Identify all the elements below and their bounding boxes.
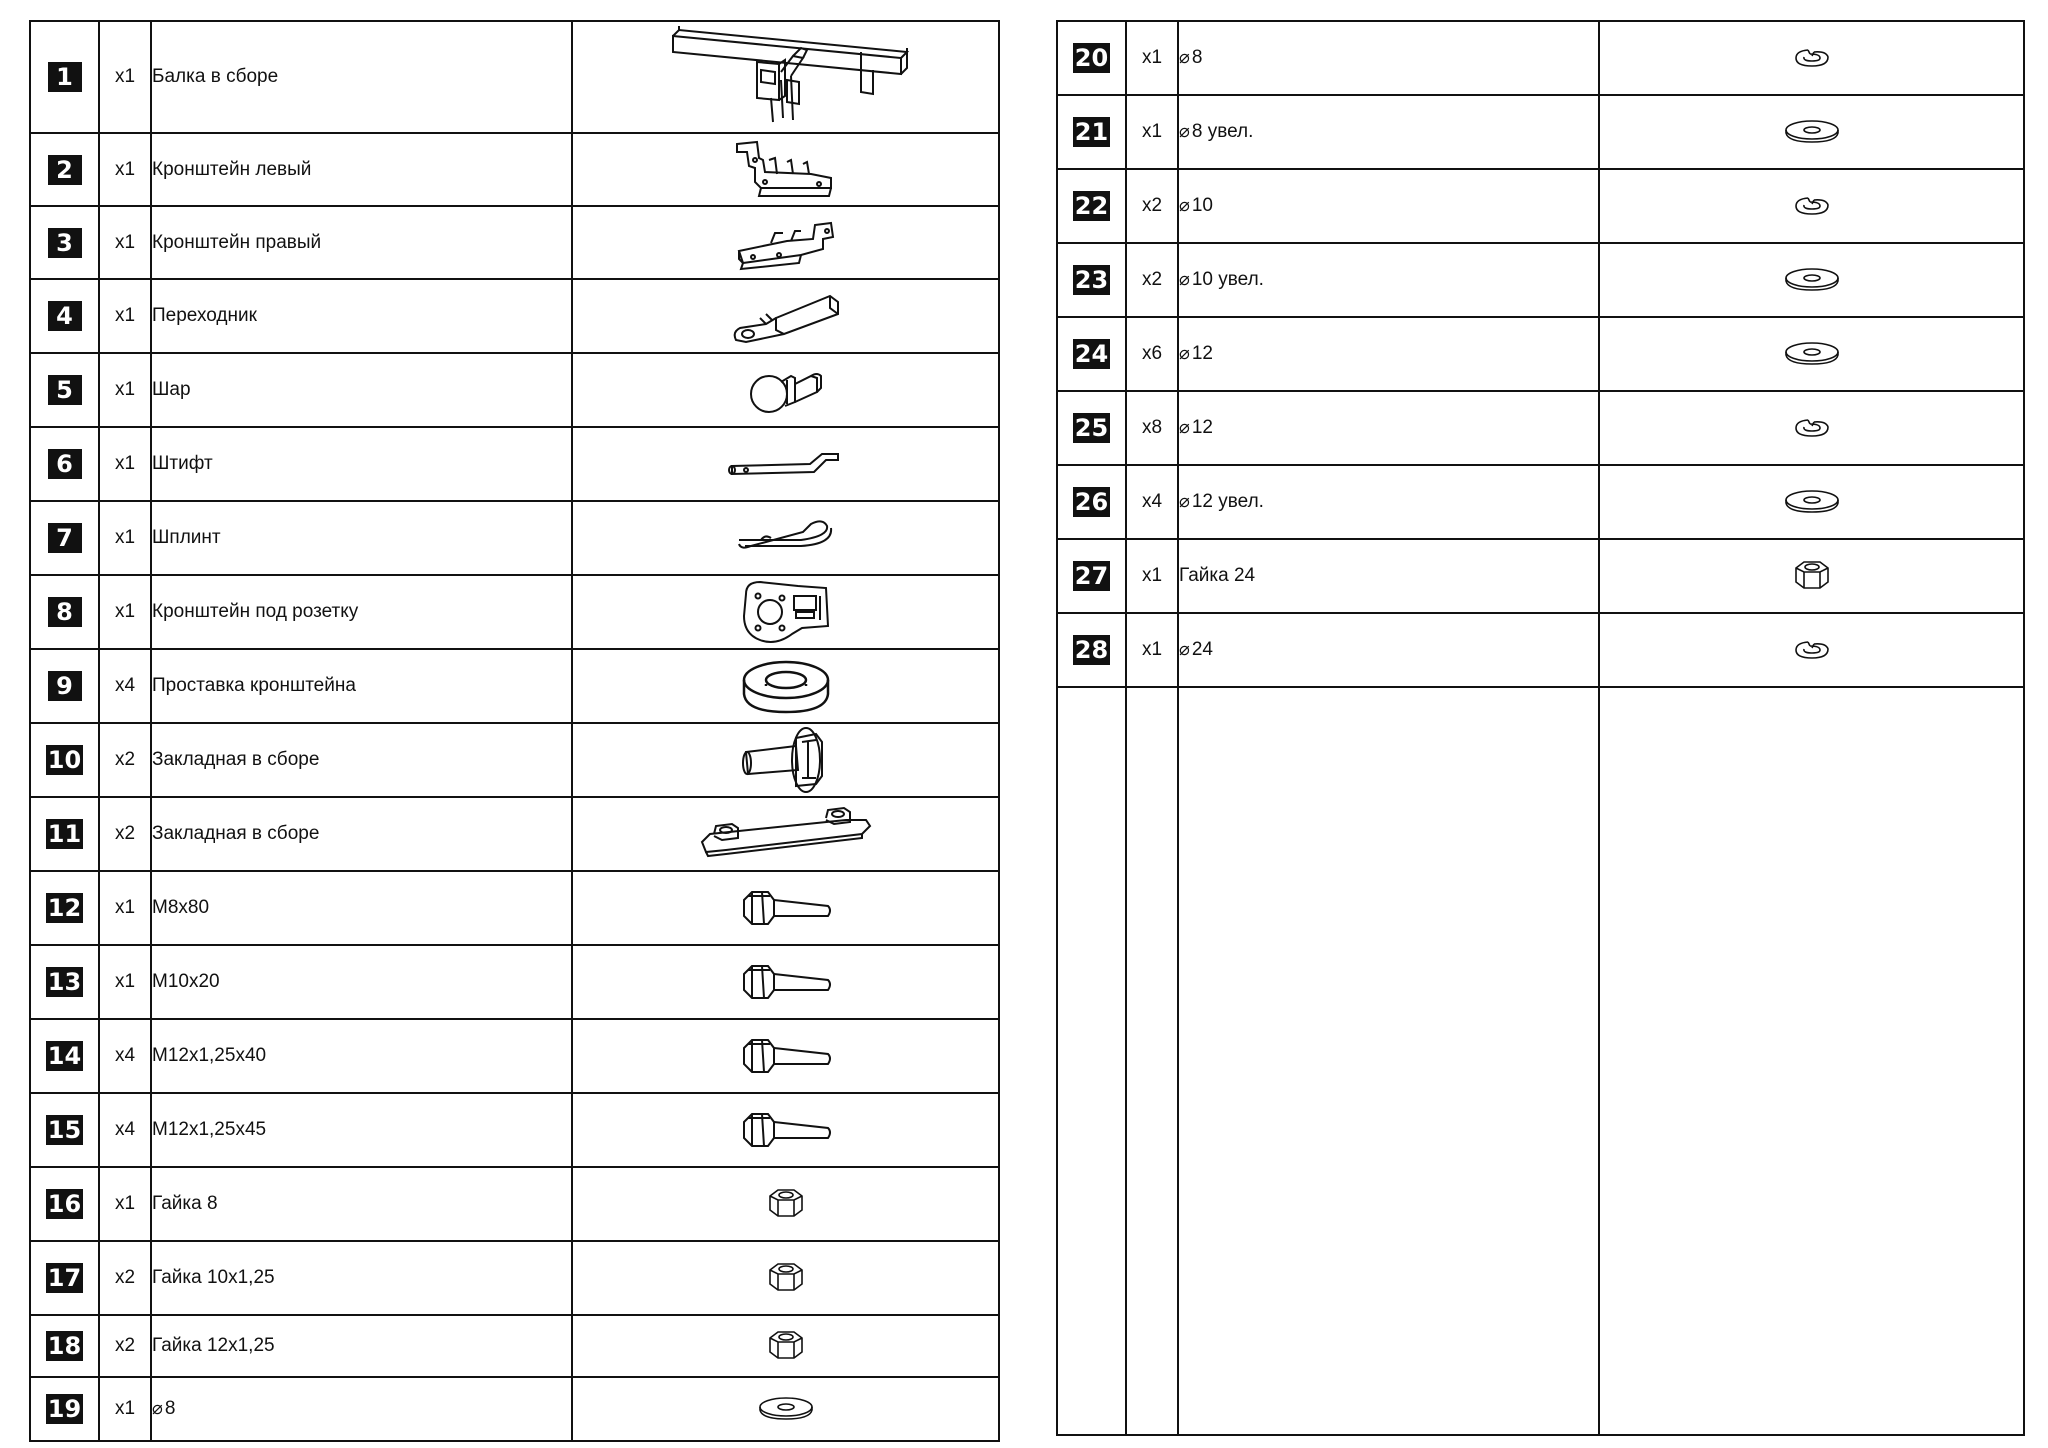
diameter-symbol: ⌀ [1179, 417, 1190, 437]
part-number-cell [1057, 317, 1126, 391]
part-number-cell [1057, 169, 1126, 243]
part-quantity: x2 [99, 1241, 151, 1315]
part-number-cell [30, 1315, 99, 1377]
parts-table-row [30, 797, 999, 871]
part-number-badge: 21 [1074, 118, 1109, 146]
part-number-cell [1057, 391, 1126, 465]
part-quantity: x1 [99, 945, 151, 1019]
socket-bracket-icon [736, 576, 836, 648]
part-number-badge: 10 [47, 746, 82, 774]
part-name: Штифт [152, 453, 213, 474]
right-bracket-icon [731, 215, 841, 271]
part-quantity: x1 [99, 21, 151, 133]
part-number-badge: 18 [47, 1332, 82, 1360]
part-name: 12 увел. [1191, 491, 1264, 512]
diameter-symbol: ⌀ [1179, 121, 1190, 141]
part-number-badge: 22 [1074, 192, 1109, 220]
part-quantity: x1 [99, 501, 151, 575]
part-number-cell [1057, 465, 1126, 539]
part-illustration-cell [572, 1377, 999, 1441]
parts-table-row [30, 501, 999, 575]
embedded-plate-icon [696, 806, 876, 862]
part-number-badge: 12 [47, 894, 82, 922]
part-illustration-cell [572, 1241, 999, 1315]
part-number-cell [30, 1377, 99, 1441]
part-name: Гайка 10x1,25 [152, 1267, 275, 1288]
part-name: M12x1,25x45 [152, 1119, 267, 1140]
part-name-cell [151, 1315, 572, 1377]
parts-table-row [30, 649, 999, 723]
part-quantity: x2 [99, 797, 151, 871]
parts-table-row [30, 1093, 999, 1167]
part-name: 8 [164, 1398, 176, 1419]
nut-icon [764, 1186, 808, 1222]
flat-washer-icon [756, 1395, 816, 1423]
part-name: Кронштейн правый [152, 231, 322, 253]
part-number-badge: 5 [48, 375, 82, 405]
part-number-badge: 7 [48, 523, 82, 553]
parts-table-row [1057, 317, 2024, 391]
part-number-cell [30, 133, 99, 206]
tow-ball-icon [741, 358, 831, 422]
part-name-cell [1178, 317, 1599, 391]
embedded-bolt-icon [736, 724, 836, 796]
diameter-symbol: ⌀ [1179, 47, 1190, 67]
part-illustration-cell [572, 427, 999, 501]
parts-table-row [1057, 243, 2024, 317]
part-name: Переходник [152, 305, 257, 326]
part-number-cell [30, 353, 99, 427]
bolt-icon [736, 1108, 836, 1152]
part-illustration-cell [572, 206, 999, 279]
part-name-cell [151, 797, 572, 871]
bolt-icon [736, 886, 836, 930]
parts-table-row [30, 871, 999, 945]
part-quantity: x1 [99, 133, 151, 206]
part-quantity: x1 [99, 279, 151, 353]
parts-table-row [1057, 539, 2024, 613]
bolt-icon [736, 1034, 836, 1078]
part-quantity: x1 [1126, 21, 1178, 95]
part-name: M8x80 [152, 897, 210, 918]
flat-washer-icon [1782, 266, 1842, 294]
part-number-cell [1057, 95, 1126, 169]
part-illustration-cell [572, 353, 999, 427]
parts-table-row [30, 21, 999, 133]
parts-table-row [1057, 169, 2024, 243]
part-name-cell [1178, 21, 1599, 95]
part-illustration-cell [572, 945, 999, 1019]
empty-cell [1599, 687, 2024, 1435]
part-name-cell [151, 575, 572, 649]
diameter-symbol: ⌀ [1179, 491, 1190, 511]
part-quantity: x1 [1126, 539, 1178, 613]
part-illustration-cell [572, 501, 999, 575]
empty-table-row [1057, 687, 2024, 1435]
part-number-badge: 17 [47, 1264, 82, 1292]
part-name-cell [151, 871, 572, 945]
part-illustration-cell [1599, 613, 2024, 687]
part-illustration-cell [572, 1019, 999, 1093]
part-number-badge: 19 [47, 1395, 82, 1423]
part-name: 12 [1191, 343, 1213, 364]
part-name-cell [1178, 169, 1599, 243]
part-name-cell [1178, 391, 1599, 465]
part-illustration-cell [1599, 317, 2024, 391]
part-name: M12x1,25x40 [152, 1045, 267, 1066]
part-quantity: x8 [1126, 391, 1178, 465]
part-number-badge: 2 [48, 155, 82, 185]
part-number-cell [30, 1241, 99, 1315]
part-number-cell [1057, 613, 1126, 687]
part-quantity: x4 [1126, 465, 1178, 539]
part-quantity: x4 [99, 1019, 151, 1093]
empty-cell [1178, 687, 1599, 1435]
part-name-cell [151, 133, 572, 206]
part-quantity: x1 [99, 1167, 151, 1241]
parts-table-row [1057, 21, 2024, 95]
part-number-cell [30, 206, 99, 279]
pin-icon [726, 444, 846, 484]
part-name: Закладная в сборе [152, 749, 320, 770]
part-number-badge: 14 [47, 1042, 82, 1070]
part-name-cell [151, 427, 572, 501]
left-bracket-icon [731, 138, 841, 202]
spring-washer-icon [1790, 192, 1834, 220]
parts-table-row [30, 1377, 999, 1441]
part-name-cell [151, 353, 572, 427]
part-number-badge: 11 [47, 820, 82, 848]
part-number-cell [1057, 243, 1126, 317]
parts-table-row [1057, 613, 2024, 687]
flat-washer-icon [1782, 340, 1842, 368]
part-number-cell [30, 797, 99, 871]
part-quantity: x2 [1126, 169, 1178, 243]
part-name: 12 [1191, 417, 1213, 438]
part-illustration-cell [572, 133, 999, 206]
part-number-cell [30, 427, 99, 501]
nut-icon [764, 1260, 808, 1296]
parts-table-row [30, 1019, 999, 1093]
part-number-cell [30, 279, 99, 353]
tow-beam-icon [661, 22, 911, 132]
part-name-cell [151, 206, 572, 279]
diameter-symbol: ⌀ [1179, 195, 1190, 215]
part-number-badge: 3 [48, 228, 82, 258]
flat-washer-icon [1782, 488, 1842, 516]
part-number-cell [1057, 539, 1126, 613]
part-illustration-cell [572, 1315, 999, 1377]
part-illustration-cell [572, 1167, 999, 1241]
parts-table-row [30, 427, 999, 501]
part-name-cell [151, 1241, 572, 1315]
part-illustration-cell [1599, 95, 2024, 169]
parts-table-row [30, 279, 999, 353]
diameter-symbol: ⌀ [1179, 343, 1190, 363]
part-illustration-cell [1599, 391, 2024, 465]
part-number-badge: 16 [47, 1190, 82, 1218]
part-illustration-cell [1599, 169, 2024, 243]
part-number-badge: 27 [1074, 562, 1109, 590]
part-illustration-cell [1599, 243, 2024, 317]
part-number-badge: 4 [48, 301, 82, 331]
part-name-cell [151, 279, 572, 353]
part-number-badge: 13 [47, 968, 82, 996]
part-quantity: x1 [99, 206, 151, 279]
part-name: Гайка 24 [1179, 565, 1256, 586]
spring-washer-icon [1790, 414, 1834, 442]
part-name-cell [1178, 539, 1599, 613]
part-number-badge: 24 [1074, 340, 1109, 368]
part-number-badge: 8 [48, 597, 82, 627]
part-name-cell [1178, 465, 1599, 539]
part-name-cell [1178, 243, 1599, 317]
part-number-cell [30, 723, 99, 797]
part-number-cell [30, 871, 99, 945]
part-name-cell [151, 1167, 572, 1241]
cotter-pin-icon [731, 516, 841, 560]
part-number-badge: 15 [47, 1116, 82, 1144]
part-number-badge: 26 [1074, 488, 1109, 516]
parts-table-row [30, 353, 999, 427]
part-name-cell [151, 1093, 572, 1167]
parts-table-row [1057, 391, 2024, 465]
part-number-cell [1057, 21, 1126, 95]
parts-table-row [1057, 95, 2024, 169]
part-name-cell [151, 1377, 572, 1441]
parts-table-row [30, 133, 999, 206]
part-quantity: x1 [99, 353, 151, 427]
part-name: Кронштейн под розетку [152, 601, 359, 622]
parts-table-row [30, 1167, 999, 1241]
part-name: Шплинт [152, 527, 221, 548]
part-illustration-cell [572, 575, 999, 649]
part-name-cell [151, 945, 572, 1019]
part-illustration-cell [572, 649, 999, 723]
part-name: Шар [152, 379, 191, 400]
part-quantity: x6 [1126, 317, 1178, 391]
parts-table-row [30, 723, 999, 797]
part-quantity: x2 [99, 723, 151, 797]
parts-table-left [29, 20, 1000, 1442]
spacer-icon [736, 656, 836, 716]
part-name: 10 [1191, 195, 1213, 216]
part-name: M10x20 [152, 971, 220, 992]
part-number-badge: 25 [1074, 414, 1109, 442]
part-quantity: x4 [99, 1093, 151, 1167]
part-name: Балка в сборе [152, 66, 279, 87]
part-name: Гайка 12x1,25 [152, 1335, 275, 1356]
part-quantity: x1 [1126, 95, 1178, 169]
parts-table-row [1057, 465, 2024, 539]
part-name: 8 [1191, 47, 1203, 68]
part-name-cell [151, 723, 572, 797]
part-quantity: x2 [99, 1315, 151, 1377]
part-quantity: x1 [1126, 613, 1178, 687]
part-number-cell [30, 501, 99, 575]
part-number-cell [30, 1019, 99, 1093]
parts-table-row [30, 575, 999, 649]
bolt-icon [736, 960, 836, 1004]
part-name: 8 увел. [1191, 121, 1254, 142]
part-name-cell [151, 501, 572, 575]
flat-washer-icon [1782, 118, 1842, 146]
part-number-cell [30, 945, 99, 1019]
part-name-cell [1178, 95, 1599, 169]
part-quantity: x4 [99, 649, 151, 723]
part-name-cell [151, 649, 572, 723]
part-name: 10 увел. [1191, 269, 1264, 290]
parts-table-row [30, 1241, 999, 1315]
part-quantity: x1 [99, 575, 151, 649]
part-illustration-cell [572, 21, 999, 133]
part-illustration-cell [572, 723, 999, 797]
spring-washer-icon [1790, 44, 1834, 72]
part-illustration-cell [1599, 539, 2024, 613]
part-name-cell [151, 1019, 572, 1093]
part-number-badge: 20 [1074, 44, 1109, 72]
part-number-cell [30, 1093, 99, 1167]
part-name: 24 [1191, 639, 1213, 660]
part-number-badge: 6 [48, 449, 82, 479]
nut-icon [1790, 558, 1834, 594]
part-name: Гайка 8 [152, 1193, 218, 1214]
part-quantity: x1 [99, 427, 151, 501]
part-number-cell [30, 1167, 99, 1241]
parts-table-right [1056, 20, 2025, 1436]
part-illustration-cell [572, 1093, 999, 1167]
parts-table-row [30, 945, 999, 1019]
nut-icon [764, 1328, 808, 1364]
part-name-cell [151, 21, 572, 133]
part-name-cell [1178, 613, 1599, 687]
spring-washer-icon [1790, 636, 1834, 664]
part-illustration-cell [1599, 21, 2024, 95]
part-quantity: x1 [99, 871, 151, 945]
part-number-badge: 9 [48, 671, 82, 701]
part-number-badge: 1 [48, 62, 82, 92]
part-number-cell [30, 649, 99, 723]
part-illustration-cell [1599, 465, 2024, 539]
part-name: Проставка кронштейна [152, 675, 356, 696]
part-quantity: x1 [99, 1377, 151, 1441]
part-illustration-cell [572, 797, 999, 871]
part-quantity: x2 [1126, 243, 1178, 317]
diameter-symbol: ⌀ [152, 1398, 163, 1418]
diameter-symbol: ⌀ [1179, 639, 1190, 659]
part-number-cell [30, 21, 99, 133]
part-illustration-cell [572, 871, 999, 945]
empty-cell [1057, 687, 1126, 1435]
parts-table-row [30, 206, 999, 279]
part-illustration-cell [572, 279, 999, 353]
empty-cell [1126, 687, 1178, 1435]
part-name: Закладная в сборе [152, 823, 320, 844]
parts-table-row [30, 1315, 999, 1377]
part-name: Кронштейн левый [152, 158, 312, 180]
part-number-cell [30, 575, 99, 649]
adapter-icon [726, 284, 846, 348]
diameter-symbol: ⌀ [1179, 269, 1190, 289]
part-number-badge: 23 [1074, 266, 1109, 294]
part-number-badge: 28 [1074, 636, 1109, 664]
